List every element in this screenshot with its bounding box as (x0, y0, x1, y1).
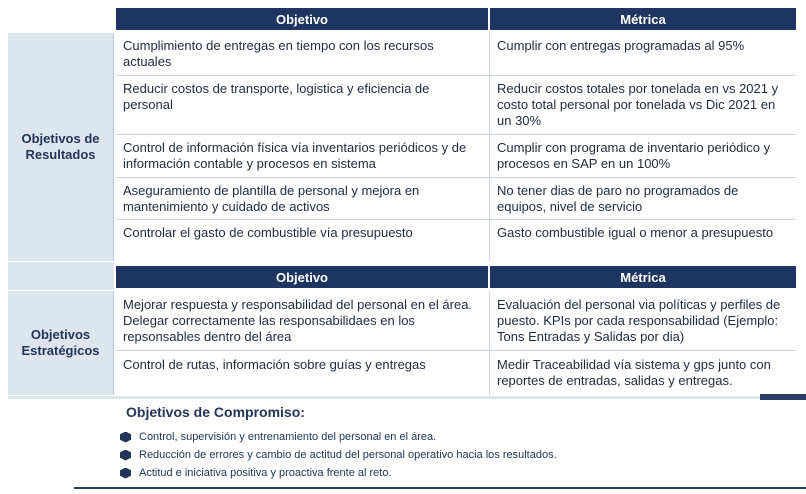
strategic-row-label-text: Objetivos Estratégicos (21, 327, 100, 358)
strategic-objective-2: Control de rutas, información sobre guías y entregas (123, 357, 426, 372)
results-metric-2: Reducir costos totales por tonelada en vs 2021 y costo total personal por tonelada vs Dic 2021 en un 30% (497, 81, 779, 128)
commitment-item (120, 467, 392, 479)
results-objective-4: Aseguramiento de plantilla de personal y mejora en mantenimiento y cuidado de activos (123, 183, 420, 214)
commitment-title: Objetivos de Compromiso: (126, 404, 305, 420)
table-separator-band (8, 262, 114, 290)
results-header-metric: Métrica (490, 8, 796, 30)
results-objective-2: Reducir costos de transporte, logistica y eficiencia de personal (123, 81, 430, 112)
results-row-divider (116, 134, 796, 135)
strategic-metric-2: Medir Traceabilidad vía sistema y gps junto con reportes de entradas, salidas y entregas. (497, 357, 771, 388)
results-row-label-text: Objetivos de Resultados (21, 131, 100, 162)
results-row-divider (116, 75, 796, 76)
strategic-row-divider (116, 350, 796, 351)
corner-accent-bar (760, 394, 806, 400)
results-metric-1: Cumplir con entregas programadas al 95% (497, 38, 745, 53)
hexagon-bullet-icon (120, 450, 131, 461)
results-row-divider (116, 219, 796, 220)
results-row-divider (116, 177, 796, 178)
results-metric-3: Cumplir con programa de inventario periódico y procesos en SAP en un 100% (497, 140, 771, 171)
commitment-item-text: Reducción de errores y cambio de actitud del personal operativo hacia los resultados. (139, 449, 557, 461)
results-metric-5: Gasto combustible igual o menor a presupuesto (497, 225, 774, 240)
commitment-item (120, 431, 436, 443)
strategic-header-metric: Métrica (490, 266, 796, 288)
table-bottom-rule (8, 396, 760, 399)
results-objective-3: Control de información física vía inventarios periódicos y de información contable y procesos en sistema (123, 140, 467, 171)
results-metric-4: No tener dias de paro no programados de equipos, nivel de servicio (497, 183, 739, 214)
results-header-objective: Objetivo (116, 8, 488, 30)
strategic-objective-1: Mejorar respuesta y responsabilidad del personal en el área. Delegar correctamente las responsabilidaes en los repsonsables dentro del área (123, 297, 473, 344)
hexagon-bullet-icon (120, 468, 131, 479)
results-row-label (8, 33, 114, 261)
footer-rule (74, 487, 806, 489)
results-objective-1: Cumplimiento de entregas en tiempo con los recursos actuales (123, 38, 434, 69)
commitment-item (120, 449, 557, 461)
hexagon-bullet-icon (120, 432, 131, 443)
strategic-header-objective: Objetivo (116, 266, 488, 288)
commitment-item-text: Actitud e iniciativa positiva y proactiva frente al reto. (139, 467, 392, 479)
commitment-item-text: Control, supervisión y entrenamiento del personal en el área. (139, 431, 437, 443)
strategic-row-label (8, 291, 114, 395)
strategic-metric-1: Evaluación del personal via políticas y perfiles de puesto. KPIs por cada responsabilidad (Ejemplo: Tons Entradas y Salidas por dia) (497, 297, 781, 344)
results-objective-5: Controlar el gasto de combustible vía presupuesto (123, 225, 413, 240)
